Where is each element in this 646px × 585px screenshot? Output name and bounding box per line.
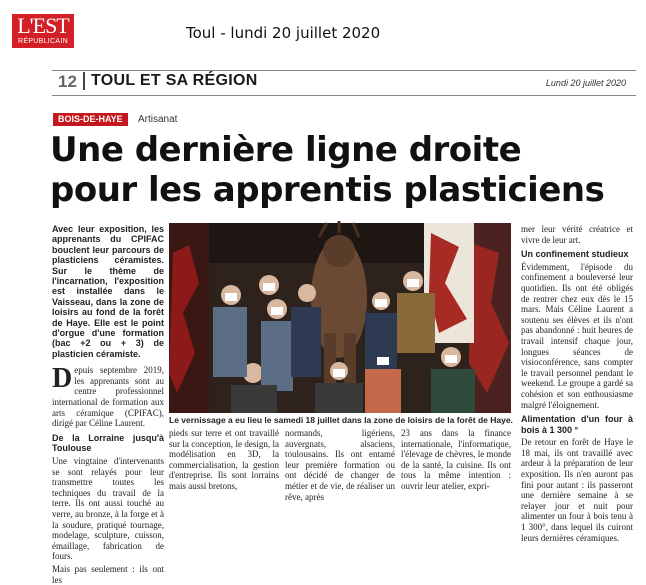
article-column-1 — [52, 224, 164, 585]
drop-cap: D — [52, 363, 73, 395]
article-column-2 — [169, 428, 279, 498]
article-photo — [169, 223, 511, 413]
article-column-3 — [285, 428, 395, 502]
paragraph-four-a-bois: De retour en forêt de Haye le 18 mai, ils ont travaillé avec ardeur à la préparation de leur exposition. Ils n'en auront pas fini pour autant : ils passeront une dernière semaine à se relayer jour et nuit pour alimenter un four à bois tenu à 1 300°, dans lequel ils cuiront leurs dernières céramiques. — [521, 437, 633, 543]
article-column-4 — [401, 428, 511, 498]
article-column-5 — [521, 224, 633, 543]
page-date: Lundi 20 juillet 2020 — [545, 78, 626, 88]
header-rule-top — [52, 70, 636, 71]
paragraph-continued: Mais pas seulement : ils ont les — [52, 563, 164, 585]
kicker: Artisanat — [138, 114, 178, 125]
logo-brand: L'EST — [17, 13, 69, 38]
column-4-text: 23 ans dans la finance internationale, l'informatique, l'élevage de chèvres, le monde de la santé, la cuisine. Ils ont tous la même intention : ouvrir leur atelier, expri- — [401, 428, 511, 491]
headline — [50, 130, 640, 210]
subhead-four-a-bois: Alimentation d'un four à bois à 1 300 ° — [521, 414, 633, 435]
paragraph-confinement: Évidemment, l'épisode du confinement a bouleversé leur quotidien. Ils ont été obligés de rentrer chez eux dès le 15 mars. Mais Céline Laurent a soutenu ses élèves et ils n'ont pas abandonné : huit heures de travail intensif chaque jour, longues séances de visioconférence, sans compter le travail personnel pendant le weekend. Le groupe a gardé sa cohésion et son enthousiasme malgré l'éloignement. — [521, 261, 633, 410]
column-2-text: pieds sur terre et ont travaillé sur la conception, le design, la modélisation en 3D, la commercialisation, la gestion d'entreprise. Ils sont lorrains mais aussi bretons, — [169, 428, 279, 491]
column-5-opening: mer leur vérité créatrice et vivre de leur art. — [521, 224, 633, 245]
section-title: TOUL ET SA RÉGION — [91, 72, 258, 89]
page-number: 12 — [58, 72, 77, 91]
paragraph-intro — [52, 365, 164, 429]
headline-line-2: pour les apprentis plasticiens — [50, 170, 605, 210]
column-3-text: normands, ligériens, auvergnats, alsaciens, toulousains. Ils ont entamé leur première formation ou ont décidé de changer de métier et de vie, de réaliser un rêve, après — [285, 428, 395, 502]
location-tag: BOIS-DE-HAYE — [53, 113, 128, 126]
subhead-confinement: Un confinement studieux — [521, 249, 629, 260]
paragraph-intervenants: Une vingtaine d'intervenants se sont relayés pour leur transmettre toutes les techniques du travail de la terre. Ils ont aussi touché au verre, au bronze, à la forge et à la soudure, pratiqué tournage, modelage, sculpture, cuisson, émaillage, fabrication de fours. — [52, 456, 164, 562]
article-lead: Avec leur exposition, les apprenants du CPIFAC bouclent leur parcours de plasticiens céramistes. Sur le thème de l'incarnation, l'exposition est installée dans le Vaisseau, dans la zone de loisirs au fond de la forêt de Haye. Elle est le point d'orgue d'une formation (bac +2 ou + 3) de plasticien céramiste. — [52, 224, 164, 359]
headline-line-1: Une dernière ligne droite — [50, 130, 522, 170]
top-date: Toul - lundi 20 juillet 2020 — [186, 24, 381, 42]
photo-caption: Le vernissage a eu lieu le samedi 18 juillet dans la zone de loisirs de la forêt de Haye. — [169, 415, 513, 425]
header-divider — [83, 72, 85, 90]
paragraph-intro-text: epuis septembre 2019, les apprenants sont au centre professionnel international de formation aux arts céramique (CPIFAC), dirigé par Céline Laurent. — [52, 365, 164, 429]
newspaper-logo — [12, 14, 74, 48]
logo-subtitle: RÉPUBLICAIN — [18, 38, 68, 45]
subhead-lorraine: De la Lorraine jusqu'à Toulouse — [52, 432, 164, 454]
header-rule-bottom — [52, 95, 636, 96]
